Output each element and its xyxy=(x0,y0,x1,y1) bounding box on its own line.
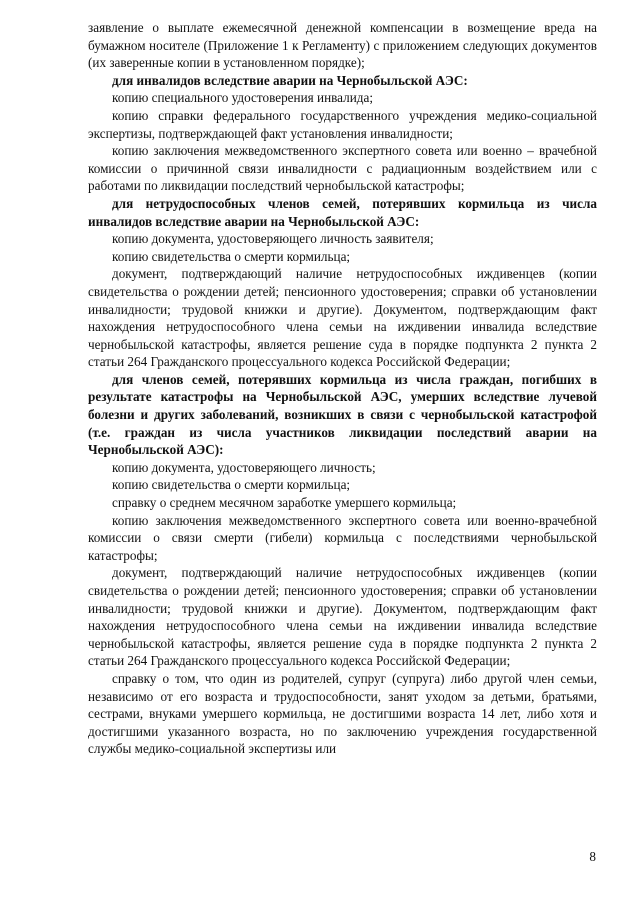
paragraph: документ, подтверждающий наличие нетрудоспособных иждивенцев (копии свидетельства о рождении детей; пенсионного удостоверения; справки об установлении инвалидности; трудовой книжки и другие). Документом, подтверждающим факт нахождения нетрудоспособного члена семьи на иждивении инвалида вследствие чернобыльской катастрофы, является решение суда в порядке подпункта 2 пункта 2 статьи 264 Гражданского процессуального кодекса Российской Федерации; xyxy=(88,266,597,370)
paragraph: копию документа, удостоверяющего личность; xyxy=(112,459,376,475)
paragraph: копию заключения межведомственного экспертного совета или военно – врачебной комиссии о причинной связи инвалидности с радиационным воздействием или с работами по ликвидации последствий чернобыльской катастрофы; xyxy=(88,143,597,194)
paragraph: документ, подтверждающий наличие нетрудоспособных иждивенцев (копии свидетельства о рождении детей; пенсионного удостоверения; справки об установлении инвалидности; трудовой книжки и другие). Документом, подтверждающим факт нахождения нетрудоспособного члена семьи на иждивении инвалида вследствие чернобыльской катастрофы, является решение суда в порядке подпункта 2 пункта 2 статьи 264 Гражданского процессуального кодекса Российской Федерации; xyxy=(88,565,597,669)
body-text xyxy=(88,19,597,758)
page-number: 8 xyxy=(589,849,596,864)
paragraph: справку о том, что один из родителей, супруг (супруга) либо другой член семьи, независимо от его возраста и трудоспособности, занят уходом за детьми, братьями, сестрами, внуками умершего кормильца, не достигшими возраста 14 лет, либо хотя и достигшими указанного возраста, но по заключению учреждения государственной службы медико-социальной экспертизы или xyxy=(88,670,597,757)
paragraph: копию свидетельства о смерти кормильца; xyxy=(112,248,351,264)
paragraph: копию свидетельства о смерти кормильца; xyxy=(112,477,351,493)
section-heading: для членов семей, потерявших кормильца из числа граждан, погибших в результате катастрофы на Чернобыльской АЭС, умерших вследствие лучевой болезни и других заболеваний, возникших в связи с чернобыльской катастрофой (т.е. граждан из числа участников ликвидации последствий аварии на Чернобыльской АЭС): xyxy=(88,371,597,458)
paragraph: копию специального удостоверения инвалида; xyxy=(112,90,374,106)
paragraph: справку о среднем месячном заработке умершего кормильца; xyxy=(112,495,457,511)
section-heading: для инвалидов вследствие аварии на Чернобыльской АЭС: xyxy=(112,72,468,88)
paragraph: заявление о выплате ежемесячной денежной компенсации в возмещение вреда на бумажном носителе (Приложение 1 к Регламенту) с приложением следующих документов (их заверенные копии в установленном порядке); xyxy=(88,20,597,71)
paragraph: копию справки федерального государственного учреждения медико-социальной экспертизы, подтверждающей факт установления инвалидности; xyxy=(88,107,597,141)
paragraph: копию документа, удостоверяющего личность заявителя; xyxy=(112,231,434,247)
section-heading: для нетрудоспособных членов семей, потерявших кормильца из числа инвалидов вследствие аварии на Чернобыльской АЭС: xyxy=(88,195,597,229)
paragraph: копию заключения межведомственного экспертного совета или военно-врачебной комиссии о связи смерти (гибели) кормильца с последствиями чернобыльской катастрофы; xyxy=(88,512,597,563)
